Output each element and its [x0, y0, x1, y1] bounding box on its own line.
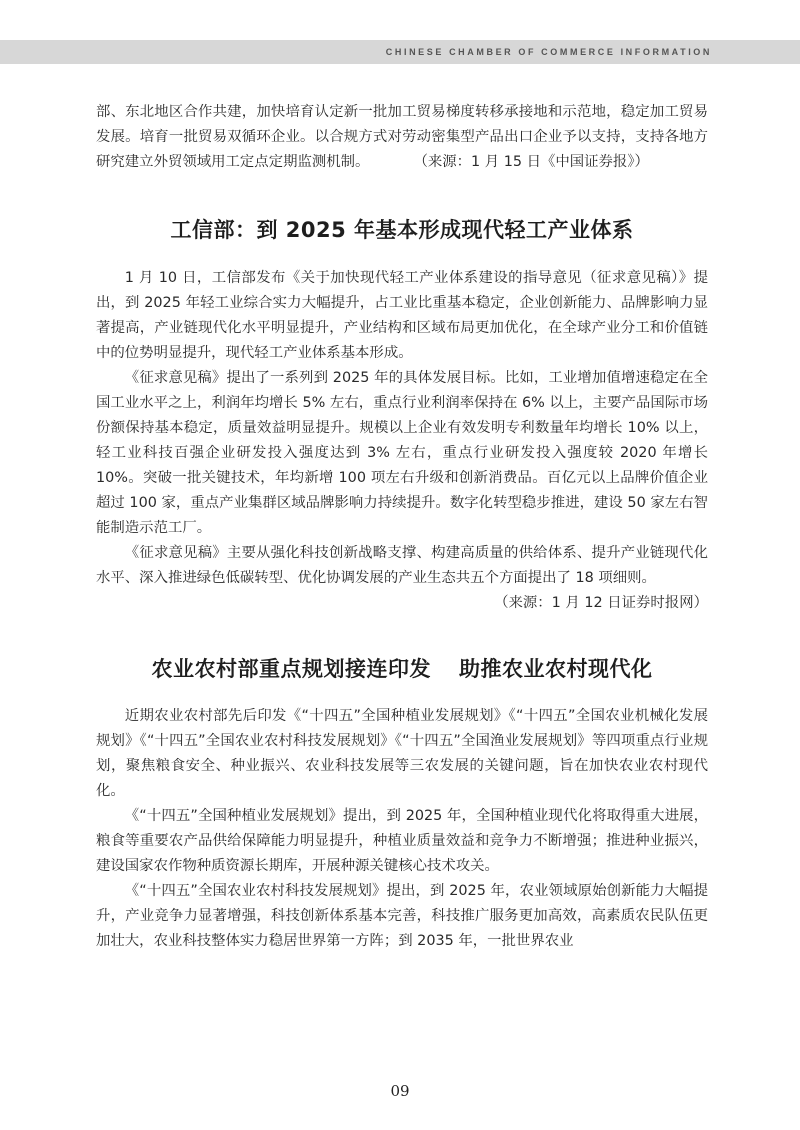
page-number: 09: [390, 1082, 410, 1100]
article1-paragraph-2: 《征求意见稿》提出了一系列到 2025 年的具体发展目标。比如，工业增加值增速稳定在全国工业水平之上，利润年均增长 5% 左右，重点行业利润率保持在 6% 以上，主要产品国际市场份额保持基本稳定，质量效益明显提升。规模以上企业有效发明专利数量年均增长 10% 以上，轻工业科技百强企业研发投入强度达到 3% 左右，重点行业研发投入强度较 2020 年增长 10%。突破一批关键技术，年均新增 100 项左右升级和创新消费品。百亿元以上品牌价值企业超过 100 家，重点产业集群区域品牌影响力持续提升。数字化转型稳步推进，建设 50 家左右智能制造示范工厂。: [96, 370, 708, 536]
article2-paragraph-2: 《“十四五”全国种植业发展规划》提出，到 2025 年，全国种植业现代化将取得重大进展，粮食等重要农产品供给保障能力明显提升，种植业质量效益和竞争力不断增强；推进种业振兴，建设国家农作物种质资源长期库，开展种源关键核心技术攻关。: [96, 808, 708, 874]
intro-source: （来源：1 月 15 日《中国证券报》）: [413, 154, 649, 170]
page-content: [96, 100, 708, 954]
article1-paragraph-3: 《征求意见稿》主要从强化科技创新战略支撑、构建高质量的供给体系、提升产业链现代化水平、深入推进绿色低碳转型、优化协调发展的产业生态共五个方面提出了 18 项细则。: [96, 545, 708, 586]
publication-banner: CHINESE CHAMBER OF COMMERCE INFORMATION: [385, 47, 712, 57]
article1-paragraph-1: 1 月 10 日，工信部发布《关于加快现代轻工产业体系建设的指导意见（征求意见稿）》提出，到 2025 年轻工业综合实力大幅提升，占工业比重基本稳定，企业创新能力、品牌影响力显著提高，产业链现代化水平明显提升，产业结构和区域布局更加优化，在全球产业分工和价值链中的位势明显提升，现代轻工产业体系基本形成。: [96, 270, 708, 361]
article2-title-part1: 农业农村部重点规划接连印发: [151, 657, 431, 681]
article2-paragraph-3: 《“十四五”全国农业农村科技发展规划》提出，到 2025 年，农业领域原始创新能力大幅提升，产业竞争力显著增强，科技创新体系基本完善，科技推广服务更加高效，高素质农民队伍更加壮大，农业科技整体实力稳居世界第一方阵；到 2035 年，一批世界农业: [96, 883, 708, 949]
article2-paragraph-1: 近期农业农村部先后印发《“十四五”全国种植业发展规划》《“十四五”全国农业机械化发展规划》《“十四五”全国农业农村科技发展规划》《“十四五”全国渔业发展规划》等四项重点行业规划，聚焦粮食安全、种业振兴、农业科技发展等三农发展的关键问题，旨在加快农业农村现代化。: [96, 708, 708, 799]
article1-source: （来源：1 月 12 日证券时报网）: [494, 595, 708, 611]
article2-title-part2: 助推农业农村现代化: [459, 657, 653, 681]
intro-text: 部、东北地区合作共建，加快培育认定新一批加工贸易梯度转移承接地和示范地，稳定加工贸易发展。培育一批贸易双循环企业。以合规方式对劳动密集型产品出口企业予以支持，支持各地方研究建立外贸领域用工定点定期监测机制。: [96, 104, 708, 170]
intro-paragraph: [96, 100, 708, 175]
article2-title: [96, 653, 708, 683]
article1-title: 工信部：到 2025 年基本形成现代轻工产业体系: [170, 218, 634, 242]
